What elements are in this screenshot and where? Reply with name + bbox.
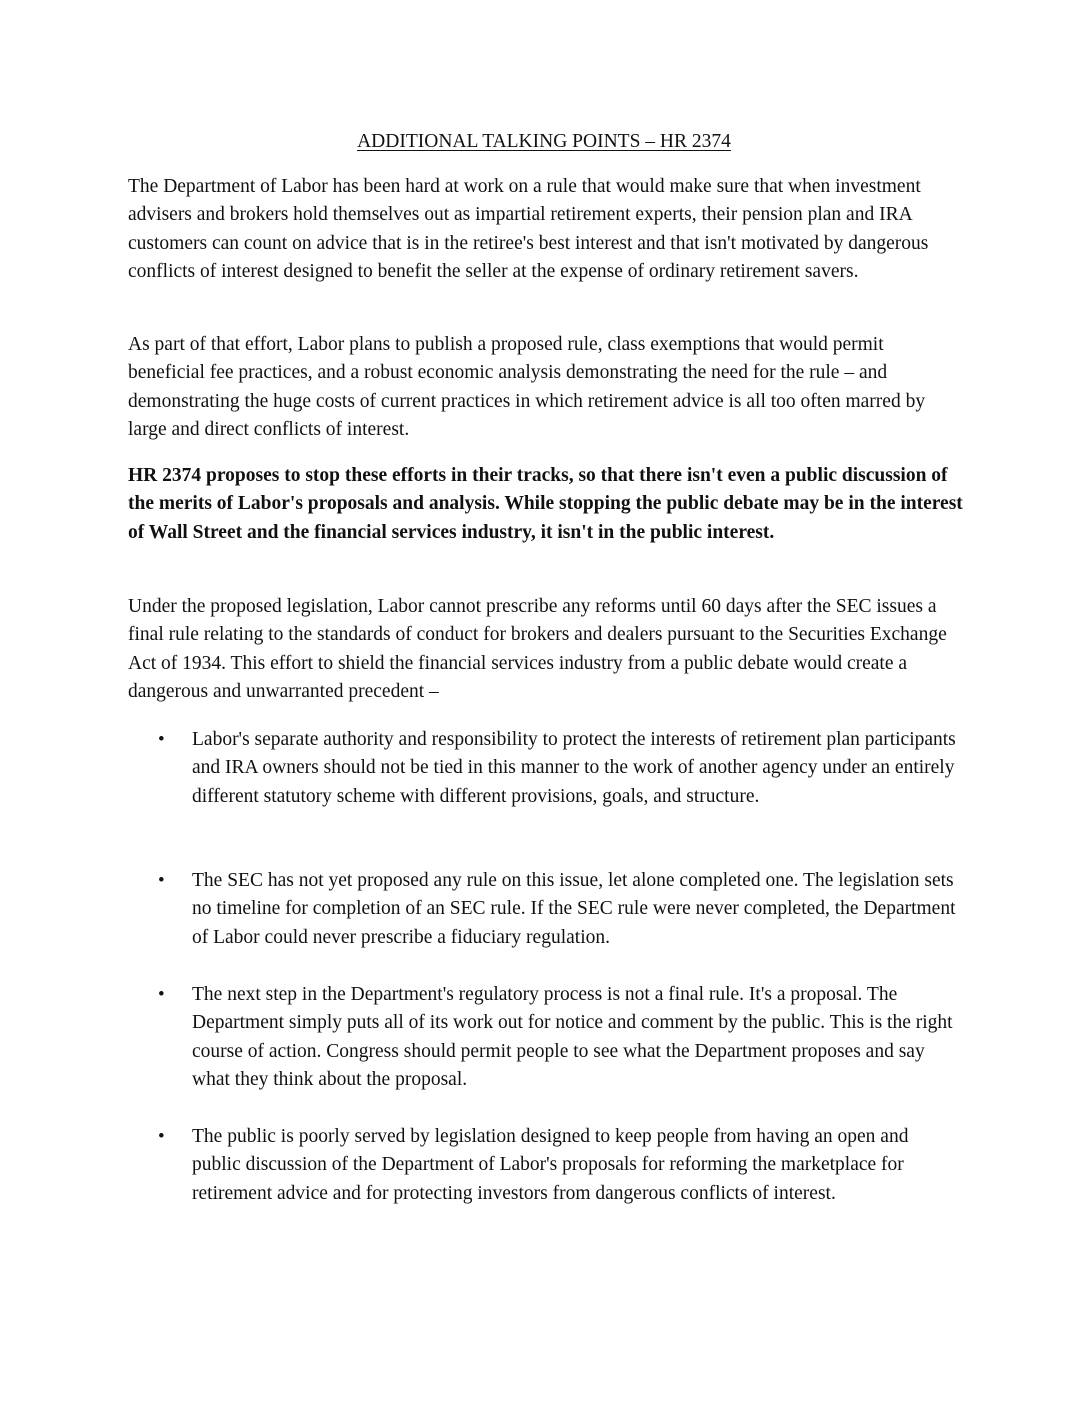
bullet-text: The public is poorly served by legislation designed to keep people from having an open and public discussion of the Department of Labor's proposals for reforming the marketplace for retirement advice and for protecting investors from dangerous conflicts of interest.	[192, 1126, 909, 1204]
bullet-marker: •	[158, 870, 165, 891]
bullet-marker: •	[158, 1126, 165, 1147]
paragraph-hr2374-emphasis: HR 2374 proposes to stop these efforts in their tracks, so that there isn't even a public discussion of the merits of Labor's proposals and analysis. While stopping the public debate may be in the interest of Wall Street and the financial services industry, it isn't in the public interest.	[128, 465, 963, 543]
document-title: ADDITIONAL TALKING POINTS – HR 2374	[357, 131, 731, 152]
bullet-text: The next step in the Department's regulatory process is not a final rule. It's a proposal. The Department simply puts all of its work out for notice and comment by the public. This is the right course of action. Congress should permit people to see what the Department proposes and say what they think about the proposal.	[192, 984, 953, 1090]
paragraph-labor-plans: As part of that effort, Labor plans to publish a proposed rule, class exemptions that would permit beneficial fee practices, and a robust economic analysis demonstrating the need for the rule – and demonstrating the huge costs of current practices in which retirement advice is all too often marred by large and direct conflicts of interest.	[128, 334, 926, 440]
bullet-text: Labor's separate authority and responsibility to protect the interests of retirement plan participants and IRA owners should not be tied in this manner to the work of another agency under an entirely different statutory scheme with different provisions, goals, and structure.	[192, 729, 956, 807]
paragraph-intro: The Department of Labor has been hard at work on a rule that would make sure that when investment advisers and brokers hold themselves out as impartial retirement experts, their pension plan and IRA customers can count on advice that is in the retiree's best interest and that isn't motivated by dangerous conflicts of interest designed to benefit the seller at the expense of ordinary retirement savers.	[128, 176, 929, 282]
bullet-marker: •	[158, 729, 165, 750]
paragraph-proposed-legislation: Under the proposed legislation, Labor cannot prescribe any reforms until 60 days after the SEC issues a final rule relating to the standards of conduct for brokers and dealers pursuant to the Securities Exchange Act of 1934. This effort to shield the financial services industry from a public debate would create a dangerous and unwarranted precedent –	[128, 596, 947, 702]
bullet-marker: •	[158, 984, 165, 1005]
bullet-text: The SEC has not yet proposed any rule on this issue, let alone completed one. The legislation sets no timeline for completion of an SEC rule. If the SEC rule were never completed, the Department of Labor could never prescribe a fiduciary regulation.	[192, 870, 956, 948]
